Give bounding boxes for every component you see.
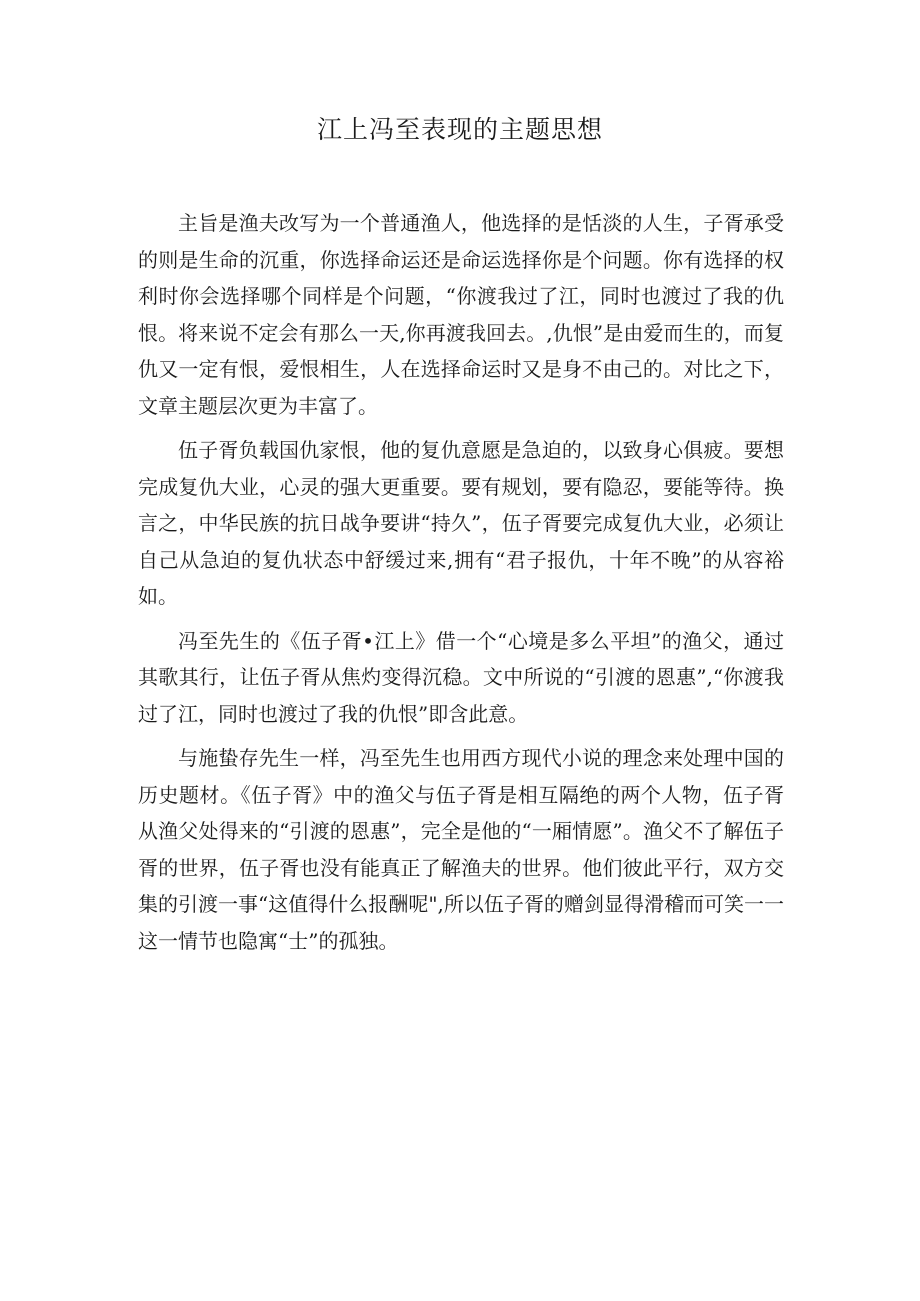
paragraph-4: 与施蛰存先生一样，冯至先生也用西方现代小说的理念来处理中国的历史题材。《伍子胥》中的渔父与伍子胥是相互隔绝的两个人物，伍子胥从渔父处得来的“引渡的恩惠”，完全是他的“一厢情愿”。渔父不了解伍子胥的世界，伍子胥也没有能真正了解渔夫的世界。他们彼此平行，双方交集的引渡一事“这值得什么报酬呢",所以伍子胥的赠剑显得滑稽而可笑一一这一情节也隐寓“士”的孤独。: [138, 746, 784, 953]
paragraph-2: 伍子胥负载国仇家恨，他的复仇意愿是急迫的，以致身心俱疲。要想完成复仇大业，心灵的强大更重要。要有规划，要有隐忍，要能等待。换言之，中华民族的抗日战争要讲“持久”，伍子胥要完成复仇大业，必须让自己从急迫的复仇状态中舒缓过来,拥有“君子报仇，十年不晚”的从容裕如。: [138, 438, 784, 608]
document-body: [138, 205, 784, 967]
document-title: 江上冯至表现的主题思想: [316, 115, 603, 144]
paragraph-3: 冯至先生的《伍子胥•江上》借一个“心境是多么平坦”的渔父，通过其歌其行，让伍子胥从焦灼变得沉稳。文中所说的“引渡的恩惠”,“你渡我过了江，同时也渡过了我的仇恨”即含此意。: [138, 628, 784, 726]
paragraph-1: 主旨是渔夫改写为一个普通渔人，他选择的是恬淡的人生，子胥承受的则是生命的沉重，你选择命运还是命运选择你是个问题。你有选择的权利时你会选择哪个同样是个问题，“你渡我过了江，同时也渡过了我的仇恨。将来说不定会有那么一天,你再渡我回去。,仇恨”是由爱而生的，而复仇又一定有恨，爱恨相生，人在选择命运时又是身不由己的。对比之下，文章主题层次更为丰富了。: [138, 211, 784, 418]
